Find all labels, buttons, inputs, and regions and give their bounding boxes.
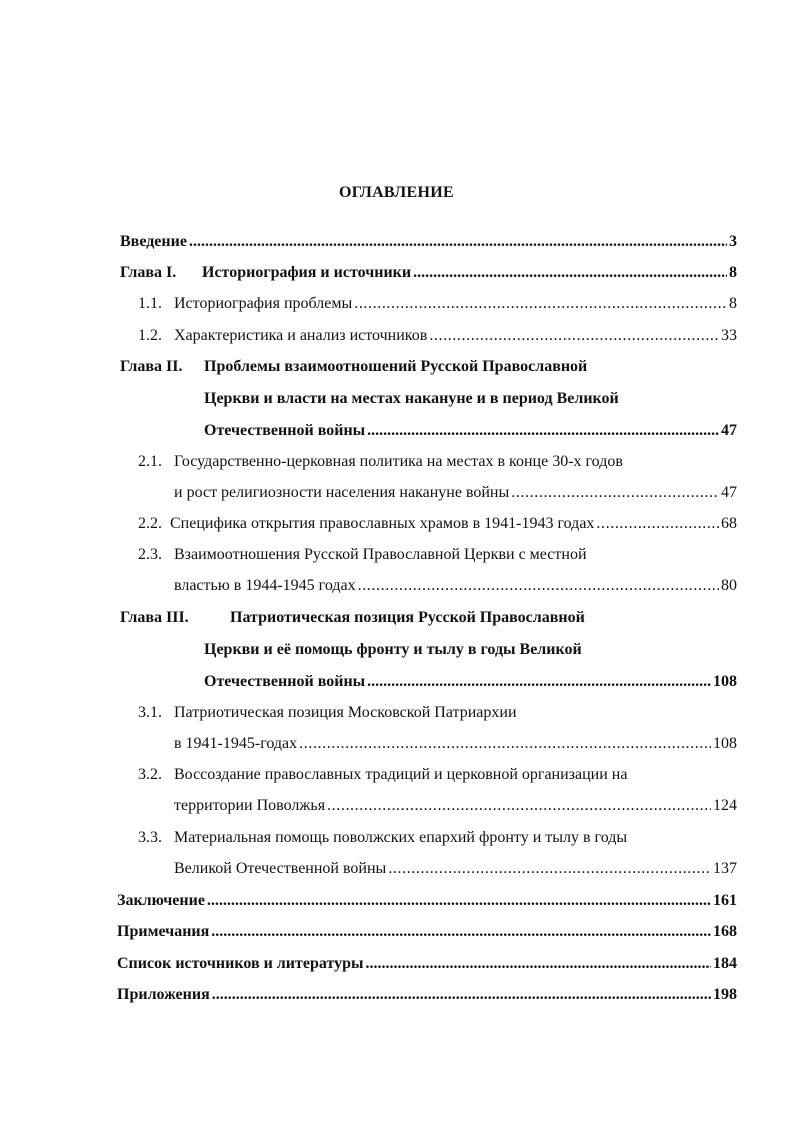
toc-entry-text: Список источников и литературы <box>117 955 364 972</box>
toc-entry-sources[interactable] <box>117 954 737 974</box>
toc-entry-text: Отечественной войны <box>204 422 366 439</box>
toc-entry-text: Характеристика и анализ источников <box>174 327 428 344</box>
toc-entry-chapter-3-line-1[interactable] <box>120 608 737 628</box>
toc-entry-section-1-1[interactable] <box>138 294 737 314</box>
toc-entry-text: Великой Отечественной войны <box>174 860 387 877</box>
page-number: 108 <box>713 673 737 690</box>
toc-entry-intro[interactable] <box>120 232 737 252</box>
section-number: 2.2. <box>138 515 162 532</box>
leader-dots <box>367 421 719 441</box>
page-title: ОГЛАВЛЕНИЕ <box>339 184 454 201</box>
toc-entry-text: Церкви и её помощь фронту и тылу в годы Великой <box>204 641 582 658</box>
toc-entry-text: Примечания <box>117 923 210 940</box>
toc-entry-section-3-1-line-2[interactable] <box>174 734 737 754</box>
toc-entry-section-2-3-line-2[interactable] <box>174 576 737 596</box>
toc-entry-text: Патриотическая позиция Московской Патриархии <box>174 704 517 721</box>
page-number: 124 <box>713 797 737 814</box>
toc-entry-text: и рост религиозности населения накануне войны <box>174 484 510 501</box>
toc-entry-section-2-2[interactable] <box>138 514 737 534</box>
toc-entry-section-1-2[interactable] <box>138 326 737 346</box>
page-number: 47 <box>721 422 737 439</box>
leader-dots <box>367 672 711 692</box>
page-number: 108 <box>713 735 737 752</box>
toc-entry-section-3-2-line-2[interactable] <box>174 796 737 816</box>
toc-entry-chapter-2-line-1[interactable] <box>120 357 737 377</box>
toc-entry-text: Заключение <box>117 892 205 909</box>
leader-dots <box>388 859 711 879</box>
leader-dots <box>365 954 711 974</box>
toc-entry-section-3-2-line-1[interactable] <box>138 765 737 785</box>
page-number: 80 <box>721 577 737 594</box>
toc-entry-text: Историография проблемы <box>174 295 353 312</box>
leader-dots <box>212 985 711 1005</box>
toc-entry-appendices[interactable] <box>117 985 737 1005</box>
toc-entry-chapter-3-line-2[interactable] <box>204 640 737 660</box>
toc-entry-text: Воссоздание православных традиций и церковной организации на <box>174 766 628 783</box>
toc-entry-text: властью в 1944-1945 годах <box>174 577 356 594</box>
toc-entry-section-2-3-line-1[interactable] <box>138 545 737 565</box>
toc-entry-text: Приложения <box>117 986 210 1003</box>
page-number: 68 <box>721 515 737 532</box>
leader-dots <box>354 294 727 314</box>
page-number: 184 <box>713 955 737 972</box>
leader-dots <box>596 514 719 534</box>
section-number: 3.3. <box>138 829 162 846</box>
leader-dots <box>189 232 727 252</box>
chapter-label: Глава III. <box>120 609 189 626</box>
toc-entry-text: территории Поволжья <box>174 797 326 814</box>
toc-entry-text: в 1941-1945-годах <box>174 735 298 752</box>
toc-entry-text: Введение <box>120 233 187 250</box>
page-number: 137 <box>713 860 737 877</box>
leader-dots <box>413 263 727 283</box>
section-number: 2.3. <box>138 546 162 563</box>
page-number: 198 <box>713 986 737 1003</box>
page-number: 168 <box>713 923 737 940</box>
page-number: 8 <box>729 295 737 312</box>
leader-dots <box>299 734 711 754</box>
section-number: 1.2. <box>138 327 162 344</box>
toc-entry-section-3-1-line-1[interactable] <box>138 703 737 723</box>
toc-entry-conclusion[interactable] <box>117 891 737 911</box>
toc-entry-chapter-3-line-3[interactable] <box>204 672 737 692</box>
page-number: 47 <box>721 484 737 501</box>
toc-entry-section-2-1-line-1[interactable] <box>138 452 737 472</box>
toc-entry-text: Патриотическая позиция Русской Православной <box>230 609 585 626</box>
page-number: 161 <box>713 892 737 909</box>
toc-entry-text: Государственно-церковная политика на местах в конце 30-х годов <box>174 453 623 470</box>
section-number: 2.1. <box>138 453 162 470</box>
page-number: 3 <box>729 233 737 250</box>
leader-dots <box>511 483 719 503</box>
leader-dots <box>211 922 711 942</box>
toc-entry-chapter-1[interactable] <box>120 263 737 283</box>
toc-entry-text: Специфика открытия православных храмов в 1941-1943 годах <box>170 515 595 532</box>
toc-entry-text: Проблемы взаимоотношений Русской Православной <box>204 358 588 375</box>
toc-entry-text: Взаимоотношения Русской Православной Церкви с местной <box>174 546 587 563</box>
leader-dots <box>207 891 711 911</box>
section-number: 1.1. <box>138 295 162 312</box>
toc-entry-notes[interactable] <box>117 922 737 942</box>
toc-entry-section-2-1-line-2[interactable] <box>174 483 737 503</box>
page-number: 8 <box>729 264 737 281</box>
toc-entry-text: Церкви и власти на местах накануне и в период Великой <box>204 390 619 407</box>
leader-dots <box>327 796 711 816</box>
toc-entry-chapter-2-line-3[interactable] <box>204 421 737 441</box>
section-number: 3.1. <box>138 704 162 721</box>
toc-entry-chapter-2-line-2[interactable] <box>204 389 737 409</box>
section-number: 3.2. <box>138 766 162 783</box>
toc-entry-text: Историография и источники <box>202 264 412 281</box>
leader-dots <box>358 576 719 596</box>
chapter-label: Глава II. <box>120 358 183 375</box>
leader-dots <box>429 326 719 346</box>
chapter-label: Глава I. <box>120 264 177 281</box>
toc-entry-section-3-3-line-1[interactable] <box>138 828 737 848</box>
toc-entry-section-3-3-line-2[interactable] <box>174 859 737 879</box>
toc-entry-text: Отечественной войны <box>204 673 366 690</box>
toc-entry-text: Материальная помощь поволжских епархий фронту и тылу в годы <box>174 829 628 846</box>
page-number: 33 <box>721 327 737 344</box>
